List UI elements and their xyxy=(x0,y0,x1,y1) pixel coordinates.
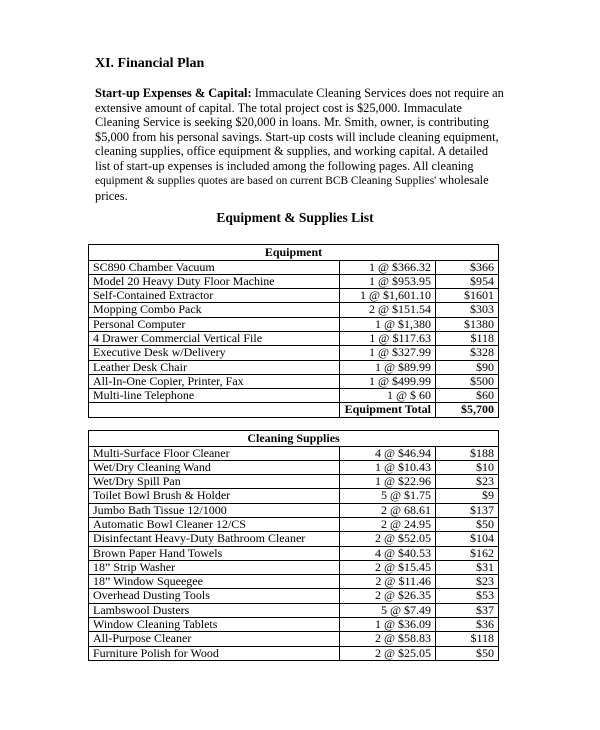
equipment-qty-cell: 1 @ $89.99 xyxy=(340,360,436,374)
supplies-row xyxy=(89,460,499,474)
supplies-qty-cell: 1 @ $22.96 xyxy=(340,475,436,489)
equipment-total-row xyxy=(89,403,499,417)
equipment-qty-cell: 1 @ $1,380 xyxy=(340,317,436,331)
equipment-row xyxy=(89,374,499,388)
equipment-total-cell: $500 xyxy=(436,374,499,388)
supplies-total-cell: $50 xyxy=(436,646,499,660)
equipment-header-row xyxy=(89,245,499,261)
equipment-row xyxy=(89,274,499,288)
equipment-total-cell: $954 xyxy=(436,274,499,288)
supplies-row xyxy=(89,503,499,517)
equipment-row xyxy=(89,303,499,317)
equipment-total-value: $5,700 xyxy=(436,403,499,417)
supplies-item-cell: Lambswool Dusters xyxy=(89,603,340,617)
supplies-total-cell: $104 xyxy=(436,532,499,546)
supplies-total-cell: $36 xyxy=(436,618,499,632)
supplies-row xyxy=(89,517,499,531)
supplies-qty-cell: 4 @ $40.53 xyxy=(340,546,436,560)
supplies-item-cell: Multi-Surface Floor Cleaner xyxy=(89,446,340,460)
supplies-total-cell: $10 xyxy=(436,460,499,474)
equipment-row xyxy=(89,317,499,331)
intro-end: wholesale prices. xyxy=(95,173,489,203)
equipment-total-cell: $303 xyxy=(436,303,499,317)
intro-paragraph xyxy=(95,86,505,203)
equipment-total-cell: $1380 xyxy=(436,317,499,331)
equipment-qty-cell: 2 @ $151.54 xyxy=(340,303,436,317)
equipment-qty-cell: 1 @ $953.95 xyxy=(340,274,436,288)
supplies-total-cell: $50 xyxy=(436,517,499,531)
equipment-item-cell: Leather Desk Chair xyxy=(89,360,340,374)
supplies-row xyxy=(89,575,499,589)
equipment-item-cell: Personal Computer xyxy=(89,317,340,331)
supplies-item-cell: 18” Strip Washer xyxy=(89,560,340,574)
equipment-total-spacer xyxy=(89,403,340,417)
supplies-total-cell: $53 xyxy=(436,589,499,603)
equipment-qty-cell: 1 @ $117.63 xyxy=(340,331,436,345)
supplies-header: Cleaning Supplies xyxy=(89,431,499,447)
supplies-total-cell: $23 xyxy=(436,475,499,489)
equipment-row xyxy=(89,389,499,403)
supplies-qty-cell: 2 @ $11.46 xyxy=(340,575,436,589)
equipment-row xyxy=(89,331,499,345)
supplies-item-cell: Wet/Dry Cleaning Wand xyxy=(89,460,340,474)
equipment-total-cell: $90 xyxy=(436,360,499,374)
supplies-item-cell: Jumbo Bath Tissue 12/1000 xyxy=(89,503,340,517)
supplies-total-cell: $162 xyxy=(436,546,499,560)
supplies-item-cell: Automatic Bowl Cleaner 12/CS xyxy=(89,517,340,531)
supplies-total-cell: $23 xyxy=(436,575,499,589)
equipment-qty-cell: 1 @ $366.32 xyxy=(340,260,436,274)
equipment-qty-cell: 1 @ $499.99 xyxy=(340,374,436,388)
list-title: Equipment & Supplies List xyxy=(216,210,374,225)
equipment-row xyxy=(89,260,499,274)
supplies-item-cell: Disinfectant Heavy-Duty Bathroom Cleaner xyxy=(89,532,340,546)
supplies-body xyxy=(89,446,499,660)
supplies-qty-cell: 2 @ $25.05 xyxy=(340,646,436,660)
supplies-qty-cell: 2 @ 68.61 xyxy=(340,503,436,517)
supplies-item-cell: Toilet Bowl Brush & Holder xyxy=(89,489,340,503)
supplies-item-cell: Brown Paper Hand Towels xyxy=(89,546,340,560)
equipment-item-cell: Executive Desk w/Delivery xyxy=(89,346,340,360)
supplies-row xyxy=(89,589,499,603)
supplies-total-cell: $188 xyxy=(436,446,499,460)
supplies-total-cell: $37 xyxy=(436,603,499,617)
supplies-item-cell: All-Purpose Cleaner xyxy=(89,632,340,646)
supplies-row xyxy=(89,489,499,503)
section-title: XI. Financial Plan xyxy=(95,56,205,71)
equipment-table xyxy=(88,244,499,418)
intro-body: Immaculate Cleaning Services does not require an extensive amount of capital. The total project cost is $25,000. Immaculate Cleaning Service is seeking $20,000 in loans. Mr. Smith, owner, is contributing $5,000 from his personal savings. Start-up costs will include cleaning equipment, cleaning supplies, office equipment & supplies, and working capital. A detailed list of start-up expenses is included among the following pages. All cleaning xyxy=(95,86,504,173)
equipment-body xyxy=(89,260,499,403)
supplies-table xyxy=(88,430,499,661)
equipment-row xyxy=(89,360,499,374)
supplies-header-row xyxy=(89,431,499,447)
equipment-row xyxy=(89,289,499,303)
supplies-qty-cell: 4 @ $46.94 xyxy=(340,446,436,460)
supplies-row xyxy=(89,475,499,489)
equipment-item-cell: SC890 Chamber Vacuum xyxy=(89,260,340,274)
equipment-item-cell: Self-Contained Extractor xyxy=(89,289,340,303)
supplies-qty-cell: 1 @ $10.43 xyxy=(340,460,436,474)
equipment-total-label: Equipment Total xyxy=(340,403,436,417)
supplies-row xyxy=(89,446,499,460)
supplies-item-cell: Window Cleaning Tablets xyxy=(89,618,340,632)
supplies-qty-cell: 2 @ $52.05 xyxy=(340,532,436,546)
supplies-total-cell: $118 xyxy=(436,632,499,646)
equipment-total-cell: $366 xyxy=(436,260,499,274)
equipment-qty-cell: 1 @ $ 60 xyxy=(340,389,436,403)
supplies-row xyxy=(89,618,499,632)
supplies-item-cell: Wet/Dry Spill Pan xyxy=(89,475,340,489)
equipment-total-cell: $1601 xyxy=(436,289,499,303)
equipment-item-cell: 4 Drawer Commercial Vertical File xyxy=(89,331,340,345)
supplies-item-cell: Overhead Dusting Tools xyxy=(89,589,340,603)
equipment-row xyxy=(89,346,499,360)
equipment-total-cell: $328 xyxy=(436,346,499,360)
supplies-item-cell: 18” Window Squeegee xyxy=(89,575,340,589)
equipment-item-cell: All-In-One Copier, Printer, Fax xyxy=(89,374,340,388)
supplies-row xyxy=(89,646,499,660)
equipment-qty-cell: 1 @ $1,601.10 xyxy=(340,289,436,303)
supplies-row xyxy=(89,532,499,546)
supplies-qty-cell: 2 @ $15.45 xyxy=(340,560,436,574)
supplies-qty-cell: 5 @ $1.75 xyxy=(340,489,436,503)
supplies-total-cell: $137 xyxy=(436,503,499,517)
equipment-qty-cell: 1 @ $327.99 xyxy=(340,346,436,360)
intro-tail: equipment & supplies quotes are based on current BCB Cleaning Supplies' xyxy=(95,175,440,187)
supplies-total-cell: $9 xyxy=(436,489,499,503)
equipment-header: Equipment xyxy=(89,245,499,261)
supplies-qty-cell: 1 @ $36.09 xyxy=(340,618,436,632)
supplies-total-cell: $31 xyxy=(436,560,499,574)
equipment-item-cell: Multi-line Telephone xyxy=(89,389,340,403)
equipment-total-cell: $60 xyxy=(436,389,499,403)
supplies-row xyxy=(89,632,499,646)
supplies-qty-cell: 2 @ $26.35 xyxy=(340,589,436,603)
supplies-item-cell: Furniture Polish for Wood xyxy=(89,646,340,660)
supplies-qty-cell: 2 @ $58.83 xyxy=(340,632,436,646)
equipment-item-cell: Mopping Combo Pack xyxy=(89,303,340,317)
supplies-qty-cell: 2 @ 24.95 xyxy=(340,517,436,531)
supplies-row xyxy=(89,546,499,560)
supplies-row xyxy=(89,603,499,617)
equipment-total-cell: $118 xyxy=(436,331,499,345)
supplies-row xyxy=(89,560,499,574)
list-title-wrap xyxy=(0,210,600,226)
supplies-qty-cell: 5 @ $7.49 xyxy=(340,603,436,617)
equipment-item-cell: Model 20 Heavy Duty Floor Machine xyxy=(89,274,340,288)
intro-lead: Start-up Expenses & Capital: xyxy=(95,86,252,100)
